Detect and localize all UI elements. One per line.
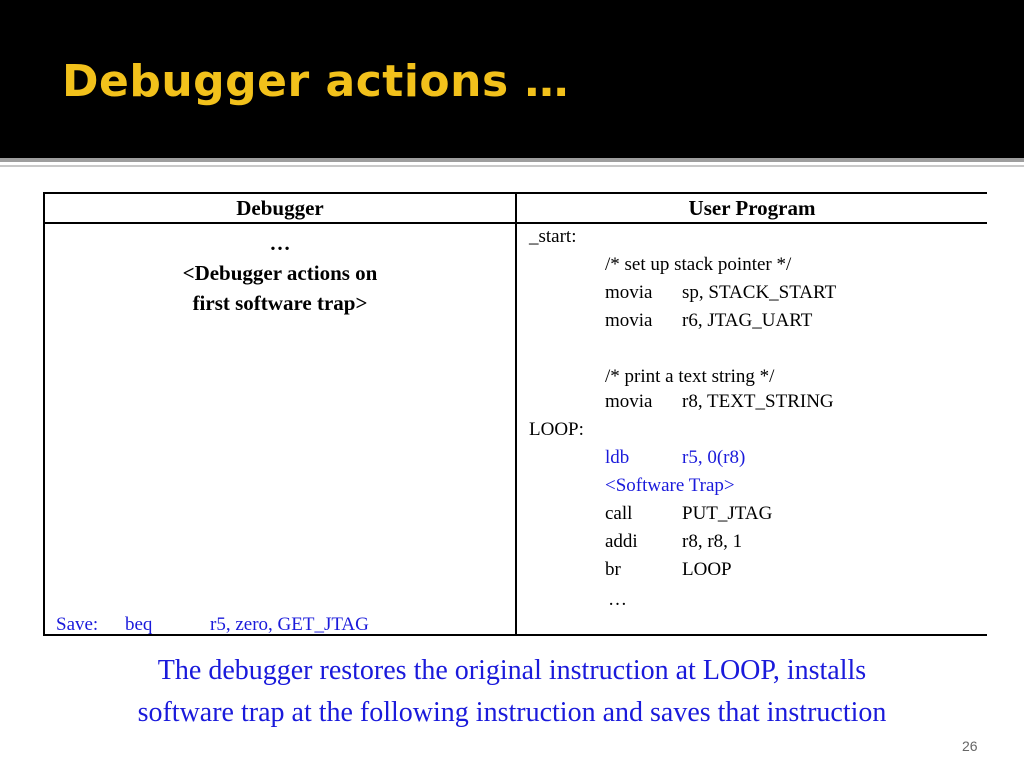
instr1-args: sp, STACK_START [682, 282, 837, 303]
save-args: r5, zero, GET_JTAG [210, 614, 369, 635]
column-header-debugger: Debugger [236, 196, 324, 220]
comment-stack: /* set up stack pointer */ [605, 254, 792, 275]
software-trap: <Software Trap> [605, 475, 735, 496]
start-label: _start: [529, 226, 577, 247]
header-divider [0, 158, 1024, 162]
instr7-args: LOOP [682, 559, 732, 580]
slide-caption [20, 650, 1004, 734]
instr6-op: addi [605, 531, 638, 552]
debugger-actions-line2: first software trap> [192, 291, 368, 315]
save-label: Save: [56, 614, 99, 635]
debugger-cell [45, 228, 515, 318]
instr6-args: r8, r8, 1 [682, 531, 743, 552]
page-number: 26 [962, 738, 978, 754]
instr4-args: r5, 0(r8) [682, 447, 746, 468]
instr5-op: call [605, 503, 633, 524]
instr3-op: movia [605, 391, 653, 412]
header-divider-thin [0, 165, 1024, 167]
column-header-user-program: User Program [688, 196, 816, 220]
debugger-ellipsis: … [269, 231, 291, 255]
loop-label: LOOP: [529, 419, 584, 440]
debugger-actions-line1: <Debugger actions on [182, 261, 378, 285]
column-divider [515, 192, 517, 636]
header-row-divider [43, 222, 987, 224]
save-op: beq [125, 614, 153, 635]
caption-line1: The debugger restores the original instruction at LOOP, installs [157, 655, 867, 686]
instr2-args: r6, JTAG_UART [682, 310, 813, 331]
caption-line2: software trap at the following instruction and saves that instruction [137, 697, 887, 728]
instr5-args: PUT_JTAG [682, 503, 773, 524]
instr4-op: ldb [605, 447, 630, 468]
instr1-op: movia [605, 282, 653, 303]
instr2-op: movia [605, 310, 653, 331]
program-ellipsis: … [608, 589, 627, 610]
instr3-args: r8, TEXT_STRING [682, 391, 834, 412]
slide-title: Debugger actions … [62, 56, 569, 107]
comment-print: /* print a text string */ [605, 366, 775, 387]
instr7-op: br [605, 559, 621, 580]
